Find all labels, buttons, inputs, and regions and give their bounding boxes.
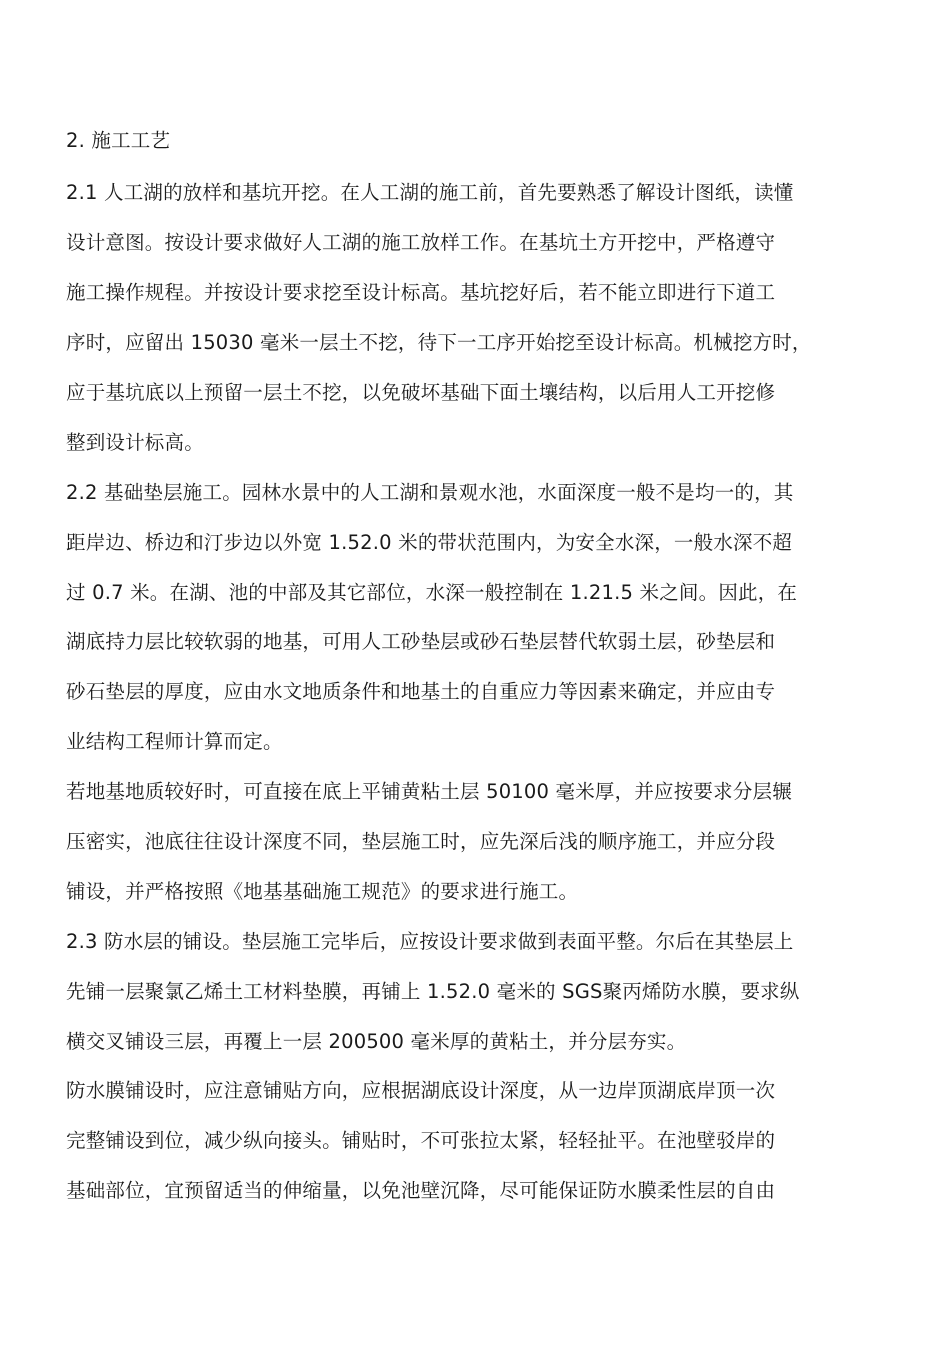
text-line: 完整铺设到位，减少纵向接头。铺贴时，不可张拉太紧，轻轻扯平。在池壁驳岸的 [66,1129,776,1152]
text-line: 若地基地质较好时，可直接在底上平铺黄粘土层 50100 毫米厚，并应按要求分层辗 [66,780,792,803]
text-line: 业结构工程师计算而定。 [66,730,283,753]
text-line: 施工操作规程。并按设计要求挖至设计标高。基坑挖好后，若不能立即进行下道工 [66,281,776,304]
text-line: 2.1 人工湖的放样和基坑开挖。在人工湖的施工前，首先要熟悉了解设计图纸，读懂 [66,181,794,204]
text-line: 2.3 防水层的铺设。垫层施工完毕后，应按设计要求做到表面平整。尔后在其垫层上 [66,930,794,953]
text-line: 整到设计标高。 [66,431,204,454]
text-line: 横交叉铺设三层，再覆上一层 200500 毫米厚的黄粘土，并分层夯实。 [66,1030,687,1053]
text-line: 先铺一层聚氯乙烯土工材料垫膜，再铺上 1.52.0 毫米的 SGS聚丙烯防水膜，要求纵 [66,980,800,1003]
text-line: 距岸边、桥边和汀步边以外宽 1.52.0 米的带状范围内，为安全水深，一般水深不超 [66,531,793,554]
section-heading: 2. 施工工艺 [66,129,171,152]
text-line: 过 0.7 米。在湖、池的中部及其它部位，水深一般控制在 1.21.5 米之间。因此，在 [66,581,798,604]
text-line: 铺设，并严格按照《地基基础施工规范》的要求进行施工。 [66,880,579,903]
text-line: 基础部位，宜预留适当的伸缩量，以免池壁沉降，尽可能保证防水膜柔性层的自由 [66,1179,776,1202]
text-line: 设计意图。按设计要求做好人工湖的施工放样工作。在基坑土方开挖中，严格遵守 [66,231,776,254]
text-line: 湖底持力层比较软弱的地基，可用人工砂垫层或砂石垫层替代软弱土层，砂垫层和 [66,630,776,653]
text-line: 防水膜铺设时，应注意铺贴方向，应根据湖底设计深度，从一边岸顶湖底岸顶一次 [66,1079,776,1102]
text-line: 应于基坑底以上预留一层土不挖，以免破坏基础下面土壤结构，以后用人工开挖修 [66,381,776,404]
text-line: 压密实，池底往往设计深度不同，垫层施工时，应先深后浅的顺序施工，并应分段 [66,830,776,853]
text-line: 砂石垫层的厚度，应由水文地质条件和地基土的自重应力等因素来确定，并应由专 [66,680,776,703]
text-line: 序时，应留出 15030 毫米一层土不挖，待下一工序开始挖至设计标高。机械挖方时， [66,331,812,354]
text-line: 2.2 基础垫层施工。园林水景中的人工湖和景观水池，水面深度一般不是均一的，其 [66,481,794,504]
